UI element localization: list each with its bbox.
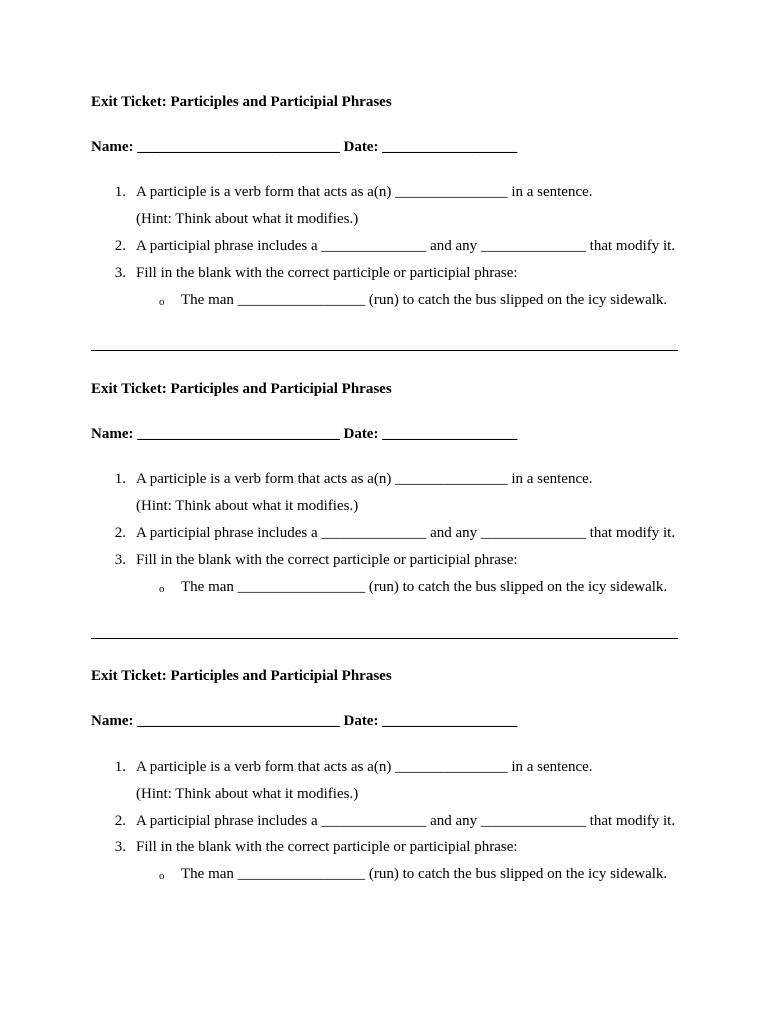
ticket-title: Exit Ticket: Participles and Participial Phrases — [91, 94, 392, 110]
hint-text: (Hint: Think about what it modifies.) — [136, 498, 359, 514]
question-text: A participle is a verb form that acts as a(n) _______________ in a sentence. — [136, 184, 593, 200]
question-text: A participial phrase includes a ______________ and any ______________ that modify it. — [136, 525, 676, 541]
bullet-icon: o — [159, 583, 165, 595]
question-text: Fill in the blank with the correct participle or participial phrase: — [136, 265, 518, 281]
bullet-icon: o — [159, 870, 165, 882]
name-date-line: Name: ___________________________ Date: __________________ — [91, 426, 518, 442]
question-number: 2. — [114, 813, 126, 829]
question-number: 1. — [114, 471, 126, 487]
question-number: 2. — [114, 525, 126, 541]
question-number: 2. — [114, 238, 126, 254]
separator-line — [91, 638, 678, 639]
question-text: Fill in the blank with the correct participle or participial phrase: — [136, 839, 518, 855]
question-text: A participle is a verb form that acts as a(n) _______________ in a sentence. — [136, 471, 593, 487]
question-number: 1. — [114, 184, 126, 200]
name-date-line: Name: ___________________________ Date: __________________ — [91, 713, 518, 729]
hint-text: (Hint: Think about what it modifies.) — [136, 786, 359, 802]
subitem-text: The man _________________ (run) to catch the bus slipped on the icy sidewalk. — [181, 292, 668, 308]
question-text: A participial phrase includes a ______________ and any ______________ that modify it. — [136, 813, 676, 829]
ticket-title: Exit Ticket: Participles and Participial Phrases — [91, 668, 392, 684]
question-text: A participial phrase includes a ______________ and any ______________ that modify it. — [136, 238, 676, 254]
question-text: Fill in the blank with the correct participle or participial phrase: — [136, 552, 518, 568]
ticket-title: Exit Ticket: Participles and Participial Phrases — [91, 381, 392, 397]
question-number: 1. — [114, 759, 126, 775]
subitem-text: The man _________________ (run) to catch the bus slipped on the icy sidewalk. — [181, 579, 668, 595]
bullet-icon: o — [159, 296, 165, 308]
separator-line — [91, 350, 678, 351]
question-number: 3. — [114, 265, 126, 281]
name-date-line: Name: ___________________________ Date: __________________ — [91, 139, 518, 155]
question-number: 3. — [114, 839, 126, 855]
subitem-text: The man _________________ (run) to catch the bus slipped on the icy sidewalk. — [181, 866, 668, 882]
question-text: A participle is a verb form that acts as a(n) _______________ in a sentence. — [136, 759, 593, 775]
question-number: 3. — [114, 552, 126, 568]
hint-text: (Hint: Think about what it modifies.) — [136, 211, 359, 227]
